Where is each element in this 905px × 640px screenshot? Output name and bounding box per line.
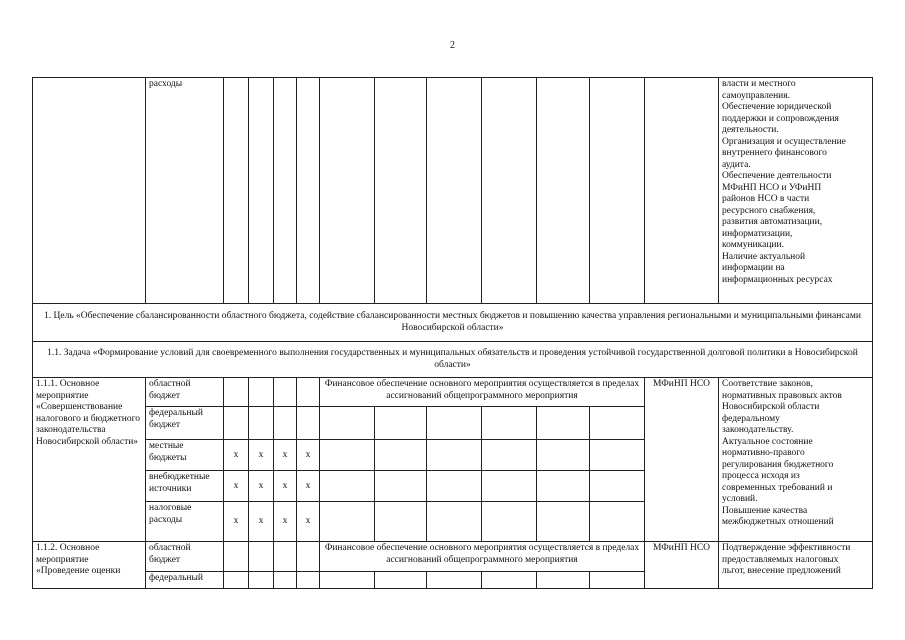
task-text: 1.1. Задача «Формирование условий для своевременного выполнения государственных и муниципальных обязательств и проведения устойчивой государственной долговой политики в Новосибирской области» <box>33 342 873 378</box>
result-line: аудита. <box>722 159 751 170</box>
result-line: развития автоматизации, <box>722 217 823 227</box>
activity-name-cell <box>33 78 146 304</box>
financing-note: Финансовое обеспечение основного мероприятия осуществляется в пределах ассигнований общепрограммного мероприятия <box>320 378 645 407</box>
financing-note: Финансовое обеспечение основного мероприятия осуществляется в пределах ассигнований общепрограммного мероприятия <box>320 542 645 572</box>
x-mark: x <box>297 471 320 502</box>
executor-cell: МФиНП НСО <box>645 542 719 589</box>
result-line: Подтверждение эффективности <box>722 543 851 553</box>
result-line: Организация и осуществление <box>722 136 846 147</box>
result-line: регулирования бюджетного <box>722 459 834 470</box>
x-mark: x <box>274 471 297 502</box>
x-mark: x <box>297 502 320 542</box>
result-line: условий. <box>722 494 758 504</box>
result-line: нормативно-правого <box>722 448 805 458</box>
result-line: современных требований и <box>722 482 833 493</box>
funding-source-cell: федеральный бюджет <box>146 407 224 440</box>
x-mark: x <box>249 440 274 471</box>
result-line: льгот, внесение предложений <box>722 566 841 576</box>
result-cell <box>719 378 873 542</box>
result-cell <box>719 78 873 304</box>
executor-cell <box>645 78 719 304</box>
x-mark: x <box>224 471 249 502</box>
result-line: Актуальное состояние <box>722 436 813 447</box>
result-line: самоуправления. <box>722 90 790 101</box>
result-line: предоставляемых налоговых <box>722 554 839 565</box>
activity-name-cell: 1.1.1. Основное мероприятие «Совершенствование налогового и бюджетного законодательства Новосибирской области» <box>33 378 146 542</box>
result-line: ресурсного снабжения, <box>722 205 816 216</box>
funding-source-cell: областной бюджет <box>146 542 224 572</box>
x-mark: x <box>274 502 297 542</box>
result-line: поддержки и сопровождения <box>722 113 839 124</box>
x-mark: x <box>297 440 320 471</box>
activity-name-cell: 1.1.2. Основное мероприятие «Проведение оценки <box>33 542 146 589</box>
funding-source-cell: внебюджетные источники <box>146 471 224 502</box>
result-line: законодательству. <box>722 425 794 435</box>
result-line: Обеспечение деятельности <box>722 171 832 181</box>
funding-source-cell: местные бюджеты <box>146 440 224 471</box>
goal-row <box>33 304 873 342</box>
x-mark: x <box>249 471 274 502</box>
x-mark: x <box>224 440 249 471</box>
result-line: процесса исходя из <box>722 471 800 481</box>
result-line: Обеспечение юридической <box>722 102 832 112</box>
goal-text: 1. Цель «Обеспечение сбалансированности областного бюджета, содействие сбалансированности местных бюджетов и повышению качества управления региональными и муниципальными финансами Новосибирской области» <box>33 304 873 342</box>
result-line: МФиНП НСО и УФиНП <box>722 182 822 193</box>
result-line: нормативных правовых актов <box>722 390 842 401</box>
page-number: 2 <box>450 40 455 51</box>
task-row <box>33 342 873 378</box>
funding-source-cell: областной бюджет <box>146 378 224 407</box>
table-row <box>33 78 873 304</box>
result-line: информационных ресурсах <box>722 274 833 285</box>
result-cell <box>719 542 873 589</box>
result-line: Соответствие законов, <box>722 379 813 389</box>
result-line: деятельности. <box>722 125 779 135</box>
funding-source-cell: федеральный <box>146 572 224 589</box>
executor-cell: МФиНП НСО <box>645 378 719 542</box>
result-line: коммуникации. <box>722 240 784 250</box>
x-mark: x <box>249 502 274 542</box>
result-line: Наличие актуальной <box>722 251 806 262</box>
result-line: федеральному <box>722 413 780 424</box>
result-line: Повышение качества <box>722 505 808 516</box>
x-mark: x <box>274 440 297 471</box>
result-line: Новосибирской области <box>722 402 820 412</box>
result-line: внутреннего финансового <box>722 148 827 158</box>
program-activities-table <box>32 77 873 589</box>
result-line: информатизации, <box>722 228 793 239</box>
result-line: межбюджетных отношений <box>722 517 834 527</box>
result-line: власти и местного <box>722 79 796 89</box>
result-line: информации на <box>722 263 785 273</box>
funding-source-cell: налоговые расходы <box>146 502 224 542</box>
table-row <box>33 542 873 572</box>
table-row <box>33 378 873 407</box>
x-mark: x <box>224 502 249 542</box>
funding-source-cell: расходы <box>146 78 224 304</box>
result-line: районов НСО в части <box>722 194 810 204</box>
